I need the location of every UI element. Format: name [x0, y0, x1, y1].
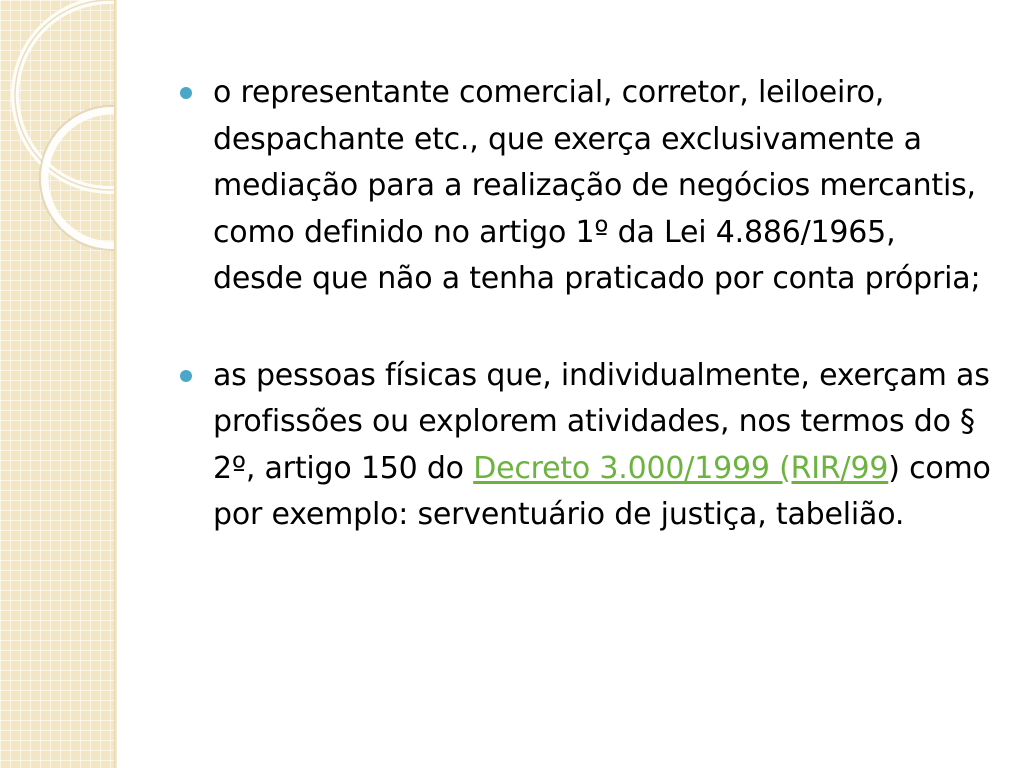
bullet-item-pessoas-fisicas [178, 353, 993, 539]
decreto-link[interactable]: Decreto 3.000/1999 (RIR/99 [473, 450, 889, 486]
bullet-dot-icon [180, 87, 192, 99]
decorative-ring-lower-shadow [40, 106, 114, 250]
bullet-text-after-link: ) como por exemplo: serventuário de justiça, tabelião. [213, 450, 991, 532]
decorative-ring-lower [44, 110, 114, 246]
bullet-dot-icon [180, 370, 192, 382]
bullet-text-before-link: as pessoas físicas que, individualmente, exerçam as profissões ou explorem atividades, nos termos do § 2º, artigo 150 do [213, 357, 990, 486]
decorative-side-panel [0, 0, 114, 768]
side-panel-edge [114, 0, 117, 768]
slide-content [178, 70, 993, 539]
decorative-ring-upper-shadow [15, 0, 114, 190]
bullet-item-representante [178, 70, 993, 303]
bullet-text: o representante comercial, corretor, leiloeiro, despachante etc., que exerça exclusivamente a mediação para a realização de negócios mercantis, como definido no artigo 1º da Lei 4.886/1965, desde que não a tenha praticado por conta própria; [213, 75, 981, 296]
decorative-ring-upper [15, 0, 114, 190]
decorative-rings [0, 0, 114, 768]
